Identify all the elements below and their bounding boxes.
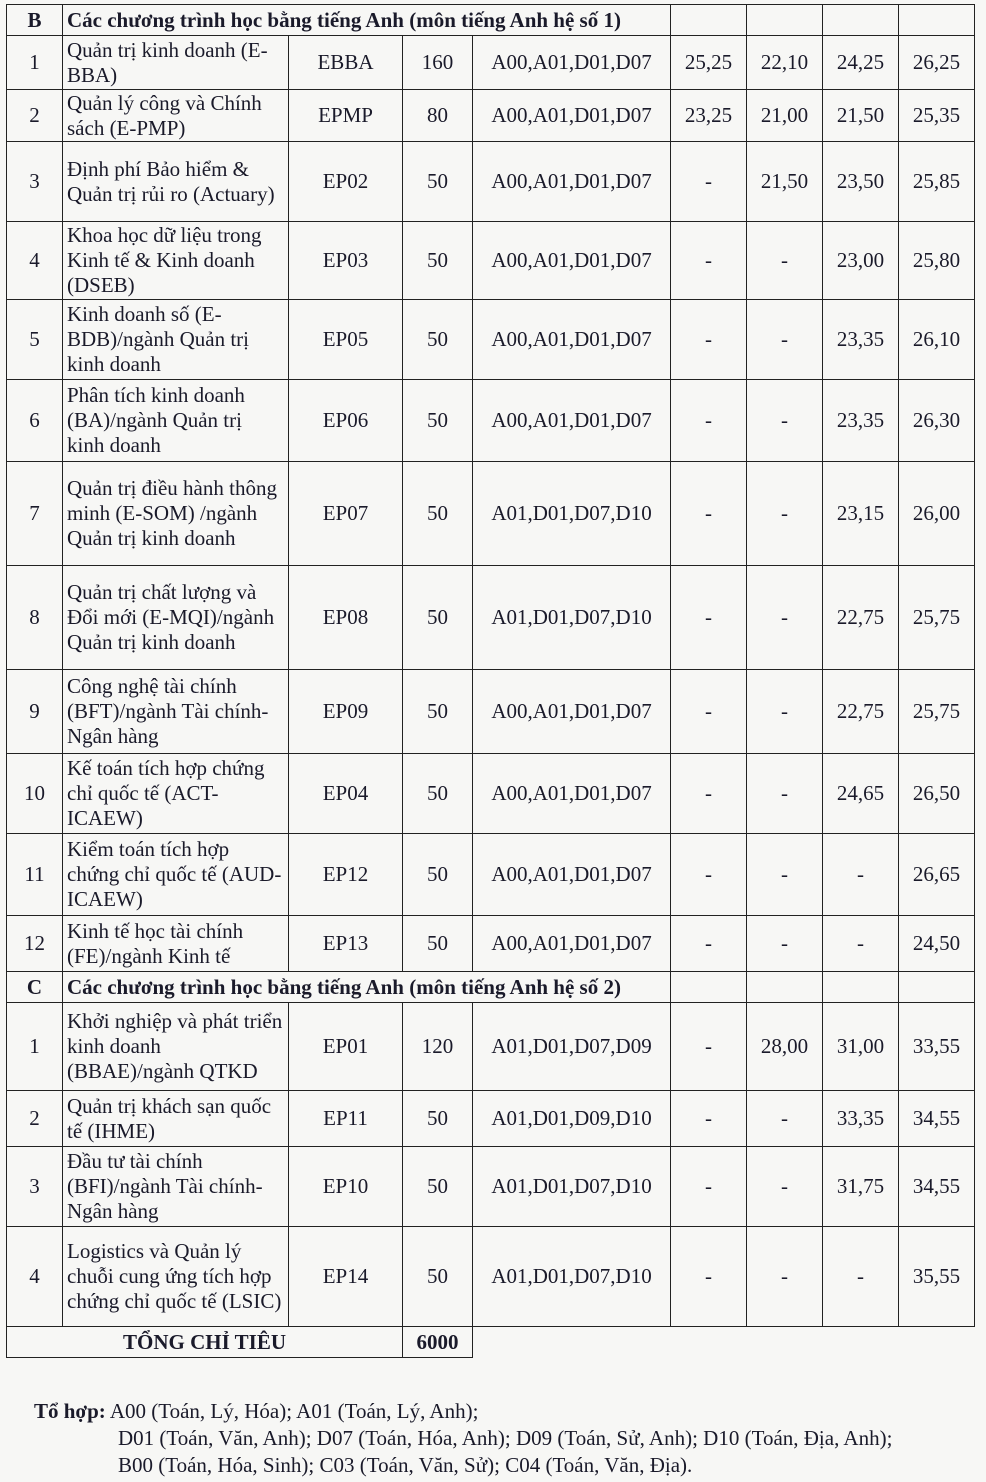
program-code: EP10 <box>289 1147 403 1227</box>
score-4: 25,35 <box>899 90 975 142</box>
subject-combination: A00,A01,D01,D07 <box>473 222 671 300</box>
score-4: 35,55 <box>899 1227 975 1327</box>
quota: 50 <box>403 142 473 222</box>
subject-combination: A01,D01,D07,D10 <box>473 1227 671 1327</box>
score-2: 22,10 <box>747 36 823 90</box>
program-name: Quản trị chất lượng và Đổi mới (E-MQI)/ngành Quản trị kinh doanh <box>63 566 289 670</box>
program-code: EBBA <box>289 36 403 90</box>
score-1: - <box>671 834 747 916</box>
quota: 50 <box>403 670 473 754</box>
score-3: - <box>823 834 899 916</box>
program-code: EP08 <box>289 566 403 670</box>
score-2: - <box>747 1147 823 1227</box>
score-2: - <box>747 462 823 566</box>
program-name: Kinh tế học tài chính (FE)/ngành Kinh tế <box>63 916 289 972</box>
subject-combination: A00,A01,D01,D07 <box>473 670 671 754</box>
subject-combination: A01,D01,D09,D10 <box>473 1091 671 1147</box>
score-2: - <box>747 754 823 834</box>
note-line-3: B00 (Toán, Hóa, Sinh); C03 (Toán, Văn, Sử); C04 (Toán, Văn, Địa). <box>118 1453 693 1477</box>
score-3: 31,00 <box>823 1003 899 1091</box>
table-row <box>7 222 975 300</box>
score-1: - <box>671 1003 747 1091</box>
score-3: - <box>823 916 899 972</box>
score-3: 23,15 <box>823 462 899 566</box>
note-label: Tổ hợp: <box>34 1399 106 1423</box>
score-4: 26,30 <box>899 380 975 462</box>
score-3: 23,35 <box>823 300 899 380</box>
program-code: EP02 <box>289 142 403 222</box>
section-key: C <box>7 972 63 1003</box>
subject-combination: A00,A01,D01,D07 <box>473 754 671 834</box>
program-name: Định phí Bảo hiểm & Quản trị rủi ro (Actuary) <box>63 142 289 222</box>
empty-cell <box>823 972 899 1003</box>
score-2: - <box>747 1091 823 1147</box>
row-number: 10 <box>7 754 63 834</box>
score-3: 31,75 <box>823 1147 899 1227</box>
score-1: - <box>671 916 747 972</box>
program-name: Logistics và Quản lý chuỗi cung ứng tích hợp chứng chỉ quốc tế (LSIC) <box>63 1227 289 1327</box>
table-row <box>7 142 975 222</box>
program-name: Quản trị điều hành thông minh (E-SOM) /ngành Quản trị kinh doanh <box>63 462 289 566</box>
quota: 120 <box>403 1003 473 1091</box>
program-name: Kiểm toán tích hợp chứng chỉ quốc tế (AUD-ICAEW) <box>63 834 289 916</box>
subject-combination: A01,D01,D07,D09 <box>473 1003 671 1091</box>
program-code: EP11 <box>289 1091 403 1147</box>
score-3: - <box>823 1227 899 1327</box>
table-body <box>7 5 975 1358</box>
table-row <box>7 670 975 754</box>
row-number: 3 <box>7 1147 63 1227</box>
row-number: 6 <box>7 380 63 462</box>
subject-combination: A00,A01,D01,D07 <box>473 36 671 90</box>
score-1: 23,25 <box>671 90 747 142</box>
quota: 160 <box>403 36 473 90</box>
score-1: - <box>671 222 747 300</box>
quota: 50 <box>403 834 473 916</box>
program-code: EP05 <box>289 300 403 380</box>
row-number: 1 <box>7 1003 63 1091</box>
row-number: 4 <box>7 222 63 300</box>
subject-combination: A00,A01,D01,D07 <box>473 834 671 916</box>
section-header-row <box>7 972 975 1003</box>
empty-cell <box>823 5 899 36</box>
score-4: 25,80 <box>899 222 975 300</box>
score-1: - <box>671 300 747 380</box>
row-number: 11 <box>7 834 63 916</box>
row-number: 4 <box>7 1227 63 1327</box>
row-number: 2 <box>7 90 63 142</box>
score-2: 21,50 <box>747 142 823 222</box>
section-header-row <box>7 5 975 36</box>
program-name: Phân tích kinh doanh (BA)/ngành Quản trị kinh doanh <box>63 380 289 462</box>
empty-cell <box>899 5 975 36</box>
total-empty-cell <box>473 1327 975 1358</box>
table-row <box>7 1227 975 1327</box>
score-4: 24,50 <box>899 916 975 972</box>
score-3: 33,35 <box>823 1091 899 1147</box>
table-row <box>7 380 975 462</box>
score-1: - <box>671 670 747 754</box>
table-row <box>7 1091 975 1147</box>
score-4: 25,75 <box>899 566 975 670</box>
score-2: - <box>747 670 823 754</box>
row-number: 12 <box>7 916 63 972</box>
quota: 50 <box>403 566 473 670</box>
score-1: 25,25 <box>671 36 747 90</box>
empty-cell <box>747 972 823 1003</box>
score-2: 21,00 <box>747 90 823 142</box>
program-name: Kế toán tích hợp chứng chỉ quốc tế (ACT-ICAEW) <box>63 754 289 834</box>
score-1: - <box>671 1147 747 1227</box>
quota: 50 <box>403 754 473 834</box>
row-number: 3 <box>7 142 63 222</box>
total-row <box>7 1327 975 1358</box>
score-4: 26,00 <box>899 462 975 566</box>
program-name: Kinh doanh số (E-BDB)/ngành Quản trị kinh doanh <box>63 300 289 380</box>
score-2: - <box>747 834 823 916</box>
quota: 50 <box>403 300 473 380</box>
table-row <box>7 754 975 834</box>
score-2: - <box>747 380 823 462</box>
score-4: 25,75 <box>899 670 975 754</box>
row-number: 9 <box>7 670 63 754</box>
note-line-1: A00 (Toán, Lý, Hóa); A01 (Toán, Lý, Anh); <box>109 1399 479 1423</box>
table-row <box>7 1003 975 1091</box>
score-3: 23,00 <box>823 222 899 300</box>
total-value: 6000 <box>403 1327 473 1358</box>
score-4: 26,50 <box>899 754 975 834</box>
score-2: - <box>747 566 823 670</box>
program-code: EP13 <box>289 916 403 972</box>
row-number: 7 <box>7 462 63 566</box>
score-3: 22,75 <box>823 670 899 754</box>
score-4: 26,10 <box>899 300 975 380</box>
table-row <box>7 90 975 142</box>
row-number: 2 <box>7 1091 63 1147</box>
score-1: - <box>671 1091 747 1147</box>
score-3: 23,35 <box>823 380 899 462</box>
quota: 50 <box>403 1147 473 1227</box>
table-row <box>7 1147 975 1227</box>
combination-note <box>34 1398 979 1479</box>
subject-combination: A00,A01,D01,D07 <box>473 142 671 222</box>
section-title: Các chương trình học bằng tiếng Anh (môn tiếng Anh hệ số 2) <box>63 972 671 1003</box>
score-3: 23,50 <box>823 142 899 222</box>
program-code: EP03 <box>289 222 403 300</box>
program-name: Quản trị khách sạn quốc tế (IHME) <box>63 1091 289 1147</box>
row-number: 8 <box>7 566 63 670</box>
program-code: EP14 <box>289 1227 403 1327</box>
score-2: - <box>747 222 823 300</box>
program-code: EP04 <box>289 754 403 834</box>
program-name: Công nghệ tài chính (BFT)/ngành Tài chính-Ngân hàng <box>63 670 289 754</box>
program-code: EP12 <box>289 834 403 916</box>
program-code: EP01 <box>289 1003 403 1091</box>
program-code: EPMP <box>289 90 403 142</box>
row-number: 5 <box>7 300 63 380</box>
program-name: Khoa học dữ liệu trong Kinh tế & Kinh doanh (DSEB) <box>63 222 289 300</box>
score-4: 34,55 <box>899 1091 975 1147</box>
program-code: EP09 <box>289 670 403 754</box>
quota: 50 <box>403 222 473 300</box>
score-3: 24,65 <box>823 754 899 834</box>
subject-combination: A00,A01,D01,D07 <box>473 916 671 972</box>
table-row <box>7 916 975 972</box>
score-3: 24,25 <box>823 36 899 90</box>
table-row <box>7 36 975 90</box>
table-row <box>7 462 975 566</box>
score-3: 21,50 <box>823 90 899 142</box>
score-1: - <box>671 566 747 670</box>
row-number: 1 <box>7 36 63 90</box>
quota: 50 <box>403 380 473 462</box>
program-code: EP06 <box>289 380 403 462</box>
note-line-2: D01 (Toán, Văn, Anh); D07 (Toán, Hóa, Anh); D09 (Toán, Sử, Anh); D10 (Toán, Địa, Anh); <box>118 1426 893 1450</box>
score-4: 34,55 <box>899 1147 975 1227</box>
section-key: B <box>7 5 63 36</box>
quota: 80 <box>403 90 473 142</box>
subject-combination: A01,D01,D07,D10 <box>473 1147 671 1227</box>
score-4: 26,65 <box>899 834 975 916</box>
score-1: - <box>671 380 747 462</box>
empty-cell <box>671 972 747 1003</box>
quota: 50 <box>403 462 473 566</box>
score-1: - <box>671 142 747 222</box>
score-2: - <box>747 300 823 380</box>
quota: 50 <box>403 1227 473 1327</box>
program-name: Khởi nghiệp và phát triển kinh doanh (BBAE)/ngành QTKD <box>63 1003 289 1091</box>
table-row <box>7 834 975 916</box>
program-name: Đầu tư tài chính (BFI)/ngành Tài chính-Ngân hàng <box>63 1147 289 1227</box>
program-name: Quản trị kinh doanh (E-BBA) <box>63 36 289 90</box>
score-2: 28,00 <box>747 1003 823 1091</box>
admission-score-table <box>6 4 975 1358</box>
subject-combination: A00,A01,D01,D07 <box>473 90 671 142</box>
subject-combination: A01,D01,D07,D10 <box>473 462 671 566</box>
total-label: TỔNG CHỈ TIÊU <box>7 1327 403 1358</box>
score-4: 25,85 <box>899 142 975 222</box>
program-name: Quản lý công và Chính sách (E-PMP) <box>63 90 289 142</box>
table-row <box>7 566 975 670</box>
score-3: 22,75 <box>823 566 899 670</box>
subject-combination: A01,D01,D07,D10 <box>473 566 671 670</box>
score-2: - <box>747 1227 823 1327</box>
score-1: - <box>671 754 747 834</box>
quota: 50 <box>403 916 473 972</box>
subject-combination: A00,A01,D01,D07 <box>473 300 671 380</box>
empty-cell <box>747 5 823 36</box>
program-code: EP07 <box>289 462 403 566</box>
score-4: 33,55 <box>899 1003 975 1091</box>
subject-combination: A00,A01,D01,D07 <box>473 380 671 462</box>
table-row <box>7 300 975 380</box>
section-title: Các chương trình học bằng tiếng Anh (môn tiếng Anh hệ số 1) <box>63 5 671 36</box>
score-2: - <box>747 916 823 972</box>
quota: 50 <box>403 1091 473 1147</box>
empty-cell <box>899 972 975 1003</box>
score-4: 26,25 <box>899 36 975 90</box>
empty-cell <box>671 5 747 36</box>
score-1: - <box>671 462 747 566</box>
score-1: - <box>671 1227 747 1327</box>
